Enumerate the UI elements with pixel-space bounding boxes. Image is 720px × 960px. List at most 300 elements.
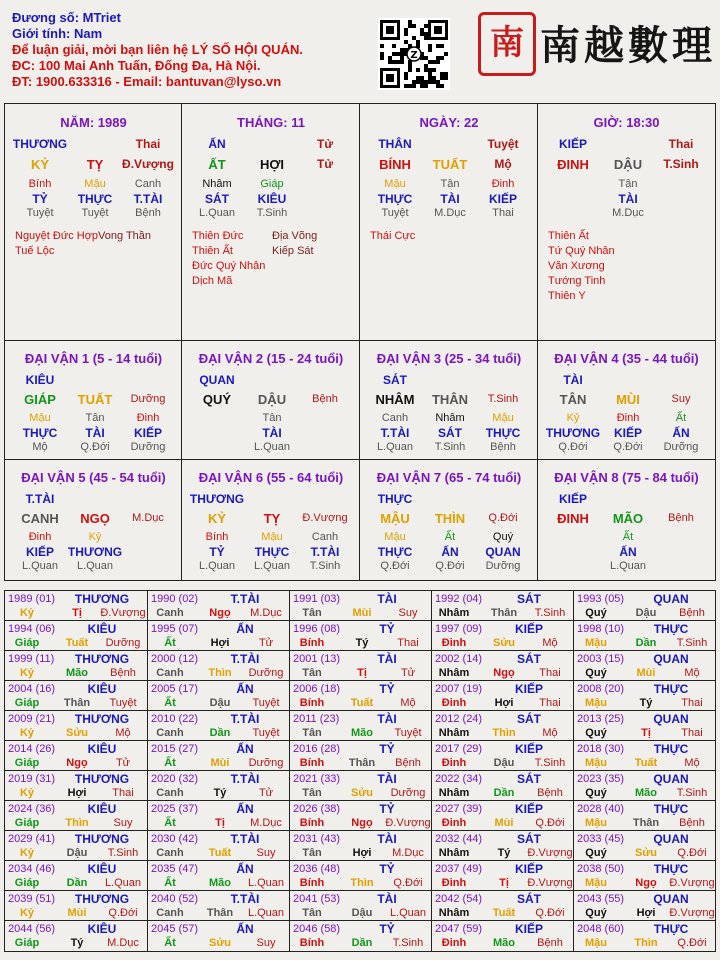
year-cell [574,621,715,651]
year-cell [5,621,148,651]
hidden-stem: Ất [622,531,634,543]
year-stage: T.Sinh [107,847,139,859]
hidden-stage: Q.Đới [435,560,465,572]
year-branch: Ngọ [493,667,515,679]
year-god: SÁT [517,652,541,666]
dai-van-stem: CANH [21,511,59,526]
year-god: THƯƠNG [74,592,130,606]
year-god: ẤN [236,802,254,816]
year-stem: Canh [156,787,184,799]
year-god: KIÊU [87,742,117,756]
year-cell [432,621,574,651]
year-god: T.TÀI [230,652,260,666]
year-cell [5,591,148,621]
year-branch: Hợi [352,847,372,859]
header-line: ĐT: 1900.633316 - Email: bantuvan@lyso.vn [12,74,282,89]
year-stem: Kỷ [19,667,35,679]
year-label: 2021 (33) [293,773,341,785]
star-label: Thiên Ất [192,245,233,257]
year-stage: M.Dục [250,607,282,619]
dai-van-cell [5,460,182,580]
year-branch: Thân [490,607,518,619]
year-stage: Bệnh [395,757,421,769]
year-stage: Q.Đới [108,907,138,919]
year-stem: Kỷ [19,787,35,799]
star-label: Thiên Đức [192,230,244,242]
year-branch: Tý [639,697,653,709]
year-cell [5,651,148,681]
year-stage: Q.Đới [535,817,565,829]
year-god: TÀI [377,592,397,606]
year-branch: Tuất [65,637,89,649]
year-label: 2032 (44) [435,833,483,845]
pillar-cell [182,104,360,341]
year-stage: Thai [397,637,419,649]
dai-van-stem: KỶ [207,511,227,526]
year-branch: Sửu [208,937,232,949]
year-label: 2013 (25) [577,713,625,725]
year-stem: Quý [585,667,607,679]
year-stage: Đ.Vượng [527,877,573,889]
dai-van-cell [360,460,538,580]
year-branch: Mùi [352,607,372,619]
pillar-element: KỶ [30,157,50,172]
year-stage: Đ.Vượng [669,907,715,919]
year-cell [290,831,432,861]
year-label: 2005 (17) [151,683,199,695]
hidden-god: SÁT [438,426,462,440]
dai-van-god: QUAN [199,373,235,387]
year-branch: Dậu [351,907,373,919]
year-branch: Mão [493,937,515,949]
year-stem: Tân [302,607,322,619]
star-label: Đức Quý Nhân [192,260,266,272]
year-stage: T.Sinh [534,757,566,769]
hidden-stage: Mộ [32,441,48,453]
hidden-stem: Nhâm [202,178,232,190]
year-label: 2028 (40) [577,803,625,815]
year-branch: Mão [209,877,231,889]
hidden-god: T.TÀI [310,545,340,559]
pillar-element: BÍNH [379,157,411,172]
year-branch: Thân [632,817,660,829]
year-branch: Ngọ [351,817,373,829]
year-label: 2027 (39) [435,803,483,815]
dai-van-cell [182,460,360,580]
pillar-element: ẤT [208,157,226,172]
year-label: 2019 (31) [8,773,56,785]
dai-van-stage: Đ.Vượng [302,512,348,524]
dai-van-god: KIẾP [558,492,588,506]
hidden-god: TÀI [618,192,638,206]
year-stage: Suy [256,937,276,949]
year-god: TÀI [377,892,397,906]
dai-van-god: TÀI [563,373,583,387]
year-god: QUAN [653,592,689,606]
year-label: 2042 (54) [435,893,483,905]
dai-van-title: ĐẠI VẬN 1 (5 - 14 tuổi) [24,351,163,366]
hidden-stem: Mậu [84,178,106,190]
year-god: SÁT [517,592,541,606]
year-branch: Tý [70,937,84,949]
dai-van-stem: GIÁP [24,392,56,407]
year-god: KIẾP [514,802,544,816]
hidden-stage: L.Quan [21,560,59,572]
dai-van-branch: MÙI [616,392,640,407]
year-god: ẤN [236,862,254,876]
year-label: 2045 (57) [151,923,199,935]
year-stage: Mộ [542,727,558,739]
year-cell [290,771,432,801]
year-stem: Quý [585,907,607,919]
year-god: TỶ [379,922,395,936]
year-god: QUAN [653,712,689,726]
year-god: THỰC [653,862,689,876]
year-god: THỰC [653,922,689,936]
year-stem: Tân [302,787,322,799]
year-stem: Tân [302,667,322,679]
year-stem: Tân [302,907,322,919]
year-god: TỶ [379,682,395,696]
year-cell [290,711,432,741]
logo-title: 南越數理 [540,22,716,69]
hidden-stage: L.Quan [376,441,414,453]
hidden-stage: Dưỡng [663,441,699,453]
hidden-stem: Mậu [492,412,514,424]
year-label: 2034 (46) [8,863,56,875]
year-label: 2017 (29) [435,743,483,755]
year-branch: Mùi [67,907,87,919]
hidden-god: KIẾP [25,545,55,559]
year-god: TÀI [377,712,397,726]
hidden-god: T.TÀI [380,426,410,440]
year-cell [432,681,574,711]
year-stage: Q.Đới [393,877,423,889]
dai-van-stage: T.Sinh [487,393,519,405]
dai-van-stem: TÂN [559,392,587,407]
year-god: KIÊU [87,682,117,696]
year-cell [148,801,290,831]
year-branch: Mùi [494,817,514,829]
year-branch: Mão [635,787,657,799]
star-label: Vong Thần [98,230,152,242]
hidden-god: ẤN [672,426,690,440]
year-stage: Tuyệt [252,697,280,709]
year-stage: Thai [539,697,561,709]
year-stem: Mậu [585,937,607,949]
year-branch: Thìn [65,817,89,829]
year-cell [148,861,290,891]
hidden-stem: Canh [134,178,162,190]
year-branch: Tuất [208,847,232,859]
hidden-god: THỰC [77,192,113,206]
year-stage: M.Dục [392,847,424,859]
hidden-stem: Đinh [616,412,640,424]
year-stage: Tuyệt [109,697,137,709]
dai-van-stem: QUÝ [202,392,232,407]
year-stage: Tử [400,667,416,679]
hidden-stem: Tân [618,178,638,190]
year-branch: Thân [348,757,376,769]
year-branch: Tý [355,637,369,649]
year-stem: Mậu [585,697,607,709]
year-cell [5,681,148,711]
year-branch: Hợi [67,787,87,799]
year-stem: Kỷ [19,727,35,739]
year-god: T.TÀI [230,712,260,726]
year-branch: Sửu [350,787,374,799]
year-stem: Canh [156,607,184,619]
year-god: KIÊU [87,862,117,876]
hidden-stage: Thai [492,207,514,219]
hidden-stage: Q.Đới [613,441,643,453]
year-stage: Mộ [400,697,416,709]
pillar-god-label: Tuyệt [487,137,519,151]
hidden-stem: Tân [85,412,105,424]
year-branch: Sửu [634,847,658,859]
header-line: Đương số: MTriet [12,10,121,25]
year-cell [432,741,574,771]
hidden-god: THỰC [377,545,413,559]
dai-van-stage: Q.Đới [488,512,518,524]
hidden-stage: L.Quan [253,441,291,453]
star-label: Thiên Ất [548,230,589,242]
year-label: 2016 (28) [293,743,341,755]
year-cell [290,801,432,831]
year-cell [148,651,290,681]
hidden-stem: Bính [28,178,52,190]
year-god: THƯƠNG [74,772,130,786]
dai-van-cell [5,341,182,460]
year-cell [432,711,574,741]
year-stage: Đ.Vượng [100,607,146,619]
year-stem: Bính [299,757,325,769]
hidden-stem: Ất [444,531,456,543]
year-branch: Tuất [634,757,658,769]
year-label: 2026 (38) [293,803,341,815]
year-branch: Tị [357,667,367,679]
hidden-stage: Tuyệt [26,207,54,219]
pillar-heading: NĂM: 1989 [60,115,127,130]
year-god: QUAN [653,772,689,786]
year-stem: Nhâm [438,907,470,919]
dai-van-stage: Dưỡng [130,393,166,405]
year-branch: Tuất [350,697,374,709]
dai-van-cell [360,341,538,460]
hidden-stage: Tuyệt [381,207,409,219]
year-cell [290,741,432,771]
year-stage: Mộ [684,667,700,679]
pillar-god-label: Tử [316,137,334,151]
year-stage: Suy [256,847,276,859]
year-label: 1993 (05) [577,593,625,605]
year-stage: Bệnh [537,937,563,949]
hidden-stem: Nhâm [435,412,465,424]
year-god: ẤN [236,742,254,756]
year-branch: Dần [351,937,373,949]
year-branch: Ngọ [66,757,88,769]
hidden-stem: Đinh [136,412,160,424]
hidden-stage: L.Quan [198,207,236,219]
hidden-stage: L.Quan [609,560,647,572]
year-god: TỶ [379,622,395,636]
year-stage: Bệnh [679,607,705,619]
hidden-stage: M.Dục [612,207,644,219]
dai-van-stem: ĐINH [557,511,589,526]
year-branch: Dần [209,727,231,739]
hidden-stage: L.Quan [198,560,236,572]
dai-van-branch: NGỌ [80,511,110,526]
year-label: 1999 (11) [8,653,55,665]
hidden-god: THỰC [485,426,521,440]
year-stem: Ất [164,637,176,649]
year-cell [432,921,574,951]
year-stem: Đinh [441,697,467,709]
year-branch: Mùi [210,757,230,769]
year-god: T.TÀI [230,832,260,846]
year-label: 2040 (52) [151,893,199,905]
year-label: 1996 (08) [293,623,341,635]
year-label: 1995 (07) [151,623,199,635]
hidden-stage: L.Quan [76,560,114,572]
year-cell [148,681,290,711]
year-label: 1991 (03) [293,593,341,605]
year-stem: Canh [156,907,184,919]
header-line: Giới tính: Nam [12,26,103,41]
year-label: 1989 (01) [8,593,56,605]
pillar-element: Mộ [494,157,512,171]
pillar-god-label: KIẾP [558,137,588,151]
year-label: 2007 (19) [435,683,483,695]
year-stage: L.Quan [247,907,285,919]
year-stage: T.Sinh [534,607,566,619]
year-cell [148,831,290,861]
year-cell [148,771,290,801]
hidden-stage: L.Quan [253,560,291,572]
hidden-god: THƯƠNG [545,426,601,440]
year-god: QUAN [653,832,689,846]
year-cell [574,921,715,951]
star-label: Tuế Lộc [15,245,55,257]
year-label: 2039 (51) [8,893,56,905]
dai-van-title: ĐẠI VẬN 7 (65 - 74 tuổi) [376,470,522,485]
hidden-stem: Tân [262,412,282,424]
hidden-stem: Đinh [491,178,515,190]
year-god: T.TÀI [230,772,260,786]
hidden-god: TÀI [262,426,282,440]
hidden-god: KIÊU [257,192,287,206]
year-branch: Tý [213,787,227,799]
year-cell [5,891,148,921]
hidden-stem: Đinh [28,531,52,543]
year-cell [5,801,148,831]
year-god: THƯƠNG [74,652,130,666]
hidden-stem: Mậu [384,178,406,190]
year-god: T.TÀI [230,592,260,606]
year-label: 2037 (49) [435,863,483,875]
dai-van-god: THỰC [377,492,413,506]
year-label: 2020 (32) [151,773,199,785]
year-cell [574,771,715,801]
year-stem: Ất [164,937,176,949]
year-cell [574,681,715,711]
year-stage: Thai [112,787,134,799]
hidden-stage: Q.Đới [558,441,588,453]
year-god: SÁT [517,712,541,726]
year-branch: Mão [66,667,88,679]
year-stem: Quý [585,787,607,799]
year-stem: Ất [164,877,176,889]
year-stem: Tân [302,847,322,859]
year-stem: Đinh [441,877,467,889]
year-label: 2024 (36) [8,803,56,815]
hidden-stem: Bính [205,531,229,543]
year-cell [290,591,432,621]
year-label: 1994 (06) [8,623,56,635]
year-label: 2031 (43) [293,833,341,845]
year-stem: Nhâm [438,607,470,619]
header-line: ĐC: 100 Mai Anh Tuấn, Đống Đa, Hà Nội. [12,58,261,73]
year-branch: Dần [493,787,515,799]
year-god: KIẾP [514,922,544,936]
pillar-element: TUẤT [432,157,468,172]
year-branch: Tị [499,877,509,889]
dai-van-stem: MẬU [380,511,410,526]
year-label: 2001 (13) [293,653,341,665]
year-stage: Đ.Vượng [669,877,715,889]
pillar-heading: GIỜ: 18:30 [593,115,660,130]
dai-van-stem: NHÂM [375,392,415,407]
year-branch: Thìn [634,937,658,949]
year-branch: Hợi [636,907,656,919]
year-cell [290,681,432,711]
year-label: 2048 (60) [577,923,625,935]
year-stem: Mậu [585,637,607,649]
year-branch: Mùi [636,667,656,679]
year-god: KIÊU [87,622,117,636]
year-stem: Giáp [14,877,40,889]
seal-stamp: 南 [478,12,536,76]
hidden-stem: Canh [311,531,339,543]
dai-van-title: ĐẠI VẬN 6 (55 - 64 tuổi) [198,470,344,485]
year-stage: Dưỡng [248,757,284,769]
year-label: 1997 (09) [435,623,483,635]
hidden-god: KIẾP [133,426,163,440]
year-branch: Thân [206,907,234,919]
hidden-god: THỰC [254,545,290,559]
hidden-stage: Q.Đới [80,441,110,453]
year-label: 2047 (59) [435,923,483,935]
dai-van-title: ĐẠI VẬN 4 (35 - 44 tuổi) [554,351,699,366]
year-god: SÁT [517,772,541,786]
year-label: 2033 (45) [577,833,625,845]
year-label: 2041 (53) [293,893,341,905]
year-cell [5,771,148,801]
pillar-heading: THÁNG: 11 [237,115,305,130]
year-label: 2046 (58) [293,923,341,935]
pillar-element: T.Sinh [663,157,699,171]
year-stem: Quý [585,607,607,619]
dai-van-cell [538,460,715,580]
year-stem: Nhâm [438,727,470,739]
year-label: 2022 (34) [435,773,483,785]
year-stem: Bính [299,877,325,889]
year-cell [432,651,574,681]
year-god: THỰC [653,802,689,816]
year-label: 2011 (23) [293,713,340,725]
year-branch: Dần [635,637,657,649]
year-god: THỰC [653,622,689,636]
